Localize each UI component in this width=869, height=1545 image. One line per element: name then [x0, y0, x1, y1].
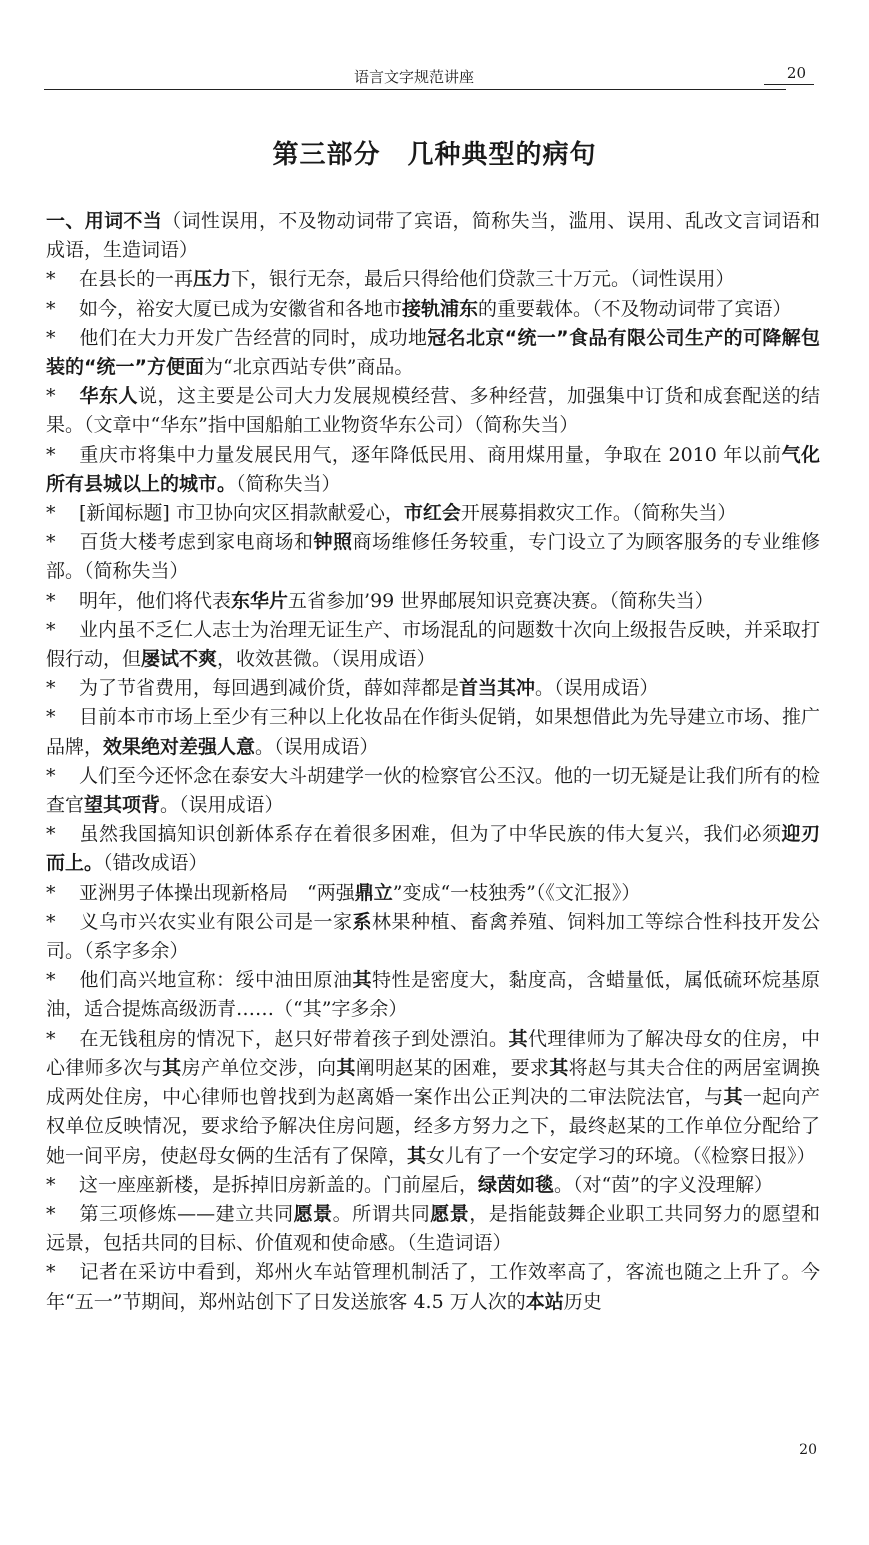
example-item	[46, 499, 820, 528]
highlighted-error-text: 市红会	[403, 502, 461, 525]
item-text: （简称失当）	[236, 472, 341, 495]
item-text: 开展募捐救灾工作。（简称失当）	[460, 502, 737, 525]
item-text: 。所谓共同	[332, 1202, 431, 1225]
highlighted-error-text: 愿景	[293, 1202, 333, 1225]
bullet-marker: *	[46, 385, 56, 408]
item-text: 历史	[563, 1290, 602, 1313]
example-item	[46, 762, 820, 820]
item-text: 第三项修炼——建立共同	[79, 1202, 294, 1225]
highlighted-error-text: 其	[407, 1144, 427, 1167]
item-text: 。（误用成语）	[255, 735, 379, 758]
highlighted-error-text: 鼎立	[354, 881, 393, 904]
highlighted-error-text: 屡试不爽	[141, 648, 218, 671]
highlighted-error-text: 气化所有县城以上的城市。	[46, 443, 820, 495]
highlighted-error-text: 效果绝对差强人意	[103, 735, 256, 758]
example-item	[46, 1258, 820, 1316]
bullet-marker: *	[46, 706, 56, 729]
item-text: 商场维修任务较重，专门设立了为顾客服务的专业维修部。（简称失当）	[46, 531, 820, 583]
highlighted-error-text: 冠名北京“统一”食品有限公司生产的可降解包装的“统一”方便面	[46, 326, 820, 379]
header-rule	[44, 89, 786, 90]
item-text: 。（误用成语）	[535, 677, 659, 700]
highlighted-error-text: 其	[162, 1056, 182, 1079]
document-body	[46, 207, 820, 1317]
example-item	[46, 382, 820, 440]
footer-page-number: 20	[799, 1442, 817, 1458]
item-text: [新闻标题] 市卫协向灾区捐款献爱心，	[79, 502, 404, 525]
example-item	[46, 820, 820, 878]
example-item	[46, 441, 820, 499]
bullet-marker: *	[46, 1261, 56, 1284]
item-text: 将赵与其夫合住的两居室调换成两处住房，中心律师也曾找到为赵离婚一案作出公正判决的二审法院法官，与	[46, 1056, 820, 1109]
item-text: ，是指能鼓舞企业职工共同努力的愿望和远景，包括共同的目标、价值观和使命感。（生造词语）	[46, 1202, 820, 1255]
example-item	[46, 587, 820, 616]
example-item	[46, 879, 820, 908]
page-title: 第三部分 几种典型的病句	[272, 140, 597, 170]
item-text: （错改成语）	[103, 852, 208, 875]
bullet-marker: *	[46, 297, 56, 320]
bullet-marker: *	[46, 502, 56, 525]
example-item	[46, 908, 820, 966]
item-text: 目前本市市场上至少有三种以上化妆品在作街头促销，如果想借此为先导建立市场、推广品牌，	[46, 706, 821, 758]
example-item	[46, 1171, 820, 1200]
item-text: 女儿有了一个安定学习的环境。（《检察日报》）	[426, 1144, 816, 1167]
item-text: 为“北京西站专供”商品。	[203, 356, 414, 379]
example-item	[46, 674, 820, 703]
bullet-marker: *	[46, 910, 56, 933]
highlighted-error-text: 华东人	[79, 385, 138, 408]
item-text: 代理律师为了解决母女的住房，中心律师多次与	[46, 1027, 820, 1079]
item-text: 特性是密度大，黏度高，含蜡量低，属低硫环烷基原油，适合提炼高级沥青……（“其”字多余）	[46, 969, 820, 1021]
bullet-marker: *	[46, 969, 56, 992]
bullet-marker: *	[46, 326, 56, 349]
bullet-marker: *	[46, 677, 56, 700]
highlighted-error-text: 压力	[193, 268, 232, 291]
item-text: 虽然我国搞知识创新体系存在着很多困难，但为了中华民族的伟大复兴，我们必须	[79, 823, 782, 846]
item-text: 下，银行无奈，最后只得给他们贷款三十万元。（词性误用）	[231, 268, 735, 291]
bullet-marker: *	[46, 618, 56, 641]
item-text: 义乌市兴农实业有限公司是一家	[79, 910, 353, 933]
bullet-marker: *	[46, 823, 56, 846]
highlighted-error-text: 钟照	[313, 531, 353, 554]
highlighted-error-text: 迎刃而上。	[46, 823, 820, 875]
highlighted-error-text: 愿景	[430, 1202, 470, 1225]
item-text: 他们在大力开发广告经营的同时，成功地	[79, 326, 428, 349]
example-item	[46, 1025, 820, 1171]
item-text: 百货大楼考虑到家电商场和	[79, 531, 314, 554]
example-item	[46, 966, 820, 1024]
highlighted-error-text: 系	[352, 910, 372, 933]
section-title: 一、用词不当	[46, 210, 163, 232]
item-text: 业内虽不乏仁人志士为治理无证生产、市场混乱的问题数十次向上级报告反映，并采取打假行动，但	[46, 618, 821, 671]
item-text: 为了节省费用，每回遇到减价货，薛如萍都是	[79, 677, 460, 700]
item-text: 他们高兴地宣称：绥中油田原油	[79, 969, 353, 992]
item-text: 如今，裕安大厦已成为安徽省和各地市	[79, 297, 403, 320]
highlighted-error-text: 本站	[525, 1290, 564, 1313]
example-item	[46, 703, 820, 761]
bullet-marker: *	[46, 1027, 56, 1050]
bullet-marker: *	[46, 531, 56, 554]
bullet-marker: *	[46, 881, 56, 904]
highlighted-error-text: 首当其冲	[459, 677, 536, 700]
example-item	[46, 616, 820, 674]
bullet-marker: *	[46, 764, 56, 787]
item-text: ，收效甚微。（误用成语）	[217, 648, 436, 671]
highlighted-error-text: 其	[352, 969, 372, 992]
item-text: 记者在采访中看到，郑州火车站管理机制活了，工作效率高了，客流也随之上升了。今年“五一”节期间，郑州站创下了日发送旅客 4.5 万人次的	[46, 1261, 820, 1313]
bullet-marker: *	[46, 268, 56, 291]
highlighted-error-text: 其	[336, 1056, 356, 1079]
section-note: （词性误用，不及物动词带了宾语，简称失当，滥用、误用、乱改文言词语和成语，生造词语）	[46, 210, 820, 262]
bullet-marker: *	[46, 589, 56, 612]
example-item	[46, 1200, 820, 1258]
bullet-marker: *	[46, 1202, 56, 1225]
highlighted-error-text: 其	[549, 1056, 569, 1079]
item-text: 一起向产权单位反映情况，要求给予解决住房问题，经多方努力之下，最终赵某的工作单位分配给了她一间平房，使赵母女俩的生活有了保障，	[46, 1086, 820, 1167]
highlighted-error-text: 望其项背	[84, 794, 161, 817]
item-text: 阐明赵某的困难，要求	[355, 1056, 550, 1079]
header-page-number: 20	[786, 64, 806, 82]
highlighted-error-text: 绿茵如毯	[478, 1173, 555, 1196]
example-item	[46, 295, 820, 324]
section-heading	[46, 207, 820, 265]
example-item	[46, 265, 820, 294]
highlighted-error-text: 接轨浦东	[402, 297, 479, 320]
bullet-marker: *	[46, 443, 56, 466]
item-text: 在无钱租房的情况下，赵只好带着孩子到处漂泊。	[79, 1027, 509, 1050]
item-text: 人们至今还怀念在泰安大斗胡建学一伙的检察官公丕汉。他的一切无疑是让我们所有的检查官	[46, 764, 821, 817]
item-text: 房产单位交涉，向	[181, 1056, 337, 1079]
item-text: 亚洲男子体操出现新格局 “两强	[79, 881, 355, 904]
item-text: 五省参加’99 世界邮展知识竞赛决赛。（简称失当）	[288, 589, 714, 612]
item-text: ”变成“一枝独秀”（《文汇报》）	[392, 881, 641, 904]
item-text: 林果种植、畜禽养殖、饲料加工等综合性科技开发公司。（系字多余）	[46, 910, 820, 963]
item-text: 说，这主要是公司大力发展规模经营、多种经营，加强集中订货和成套配送的结果。（文章中“华东”指中国船舶工业物资华东公司）（简称失当）	[46, 385, 820, 437]
item-text: 这一座座新楼，是拆掉旧房新盖的。门前屋后，	[79, 1173, 479, 1196]
item-text: 重庆市将集中力量发展民用气，逐年降低民用、商用煤用量，争取在 2010 年以前	[79, 443, 782, 466]
running-header	[44, 62, 814, 90]
bullet-marker: *	[46, 1173, 56, 1196]
highlighted-error-text: 其	[508, 1027, 528, 1050]
example-item	[46, 528, 820, 586]
header-number-underline	[764, 84, 814, 85]
item-text: 明年，他们将代表	[79, 589, 232, 612]
item-text: 的重要载体。（不及物动词带了宾语）	[478, 297, 792, 320]
highlighted-error-text: 东华片	[231, 589, 289, 612]
header-title: 语言文字规范讲座	[353, 68, 474, 86]
item-text: 在县长的一再	[79, 268, 194, 291]
highlighted-error-text: 其	[723, 1086, 743, 1109]
item-text: 。（误用成语）	[160, 794, 284, 817]
example-item	[46, 324, 820, 382]
item-text: 。（对“茵”的字义没理解）	[554, 1173, 773, 1196]
